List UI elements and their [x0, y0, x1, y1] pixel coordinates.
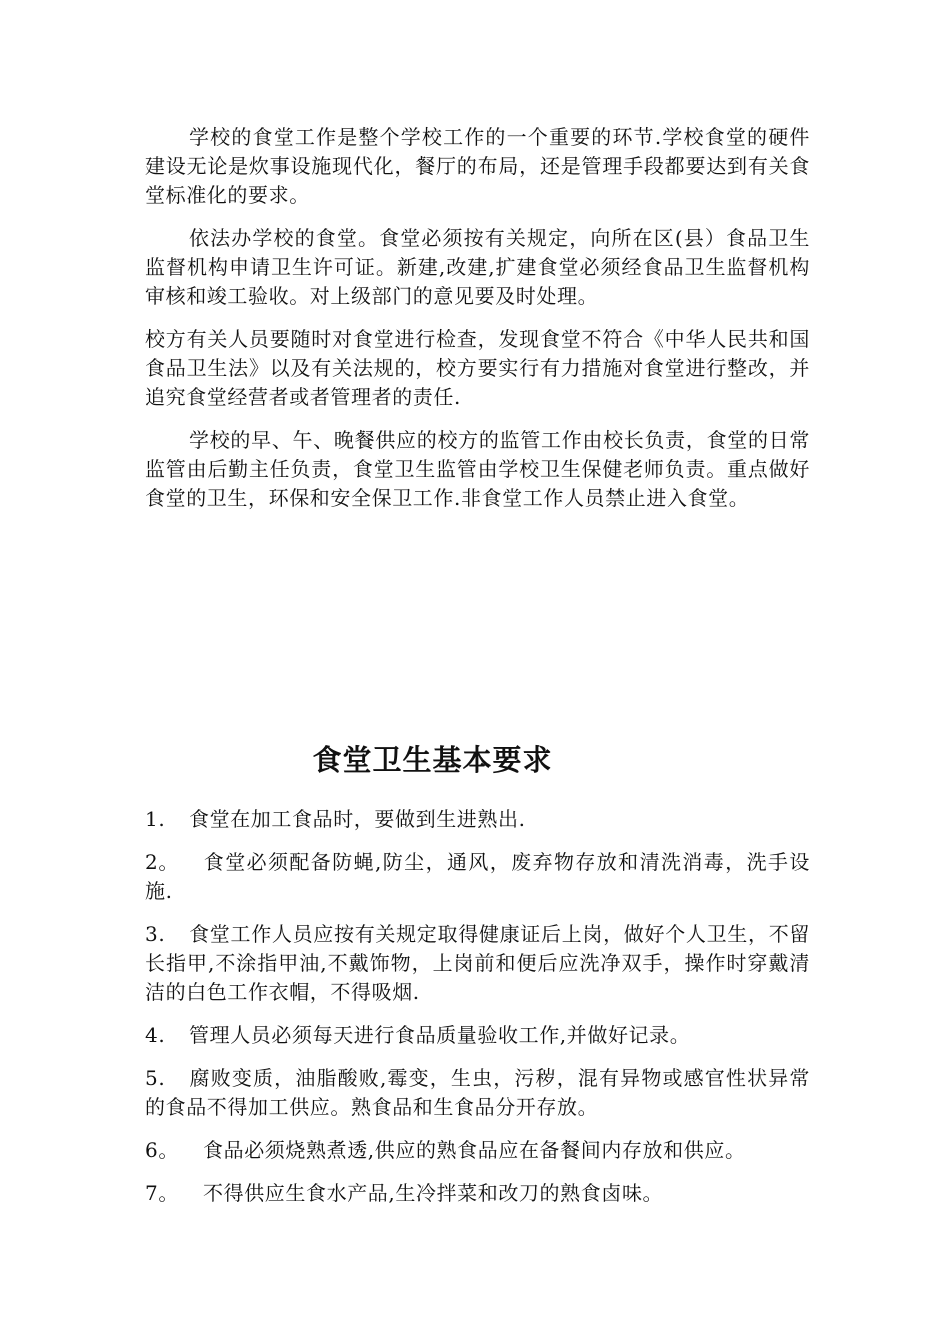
rule-text: 管理人员必须每天进行食品质量验收工作,并做好记录。: [189, 1023, 691, 1047]
rule-item-1: [145, 805, 810, 834]
rule-number: 2。: [145, 850, 179, 874]
intro-paragraph-1: 学校的食堂工作是整个学校工作的一个重要的环节.学校食堂的硬件建设无论是炊事设施现代化，餐厅的布局，还是管理手段都要达到有关食堂标准化的要求。: [145, 125, 810, 207]
rule-item-6: [145, 1136, 810, 1165]
rules-list: [145, 805, 810, 1222]
rule-number: 3.: [145, 922, 166, 946]
intro-paragraph-3: 校方有关人员要随时对食堂进行检查，发现食堂不符合《中华人民共和国食品卫生法》以及有关法规的，校方要实行有力措施对食堂进行整改，并追究食堂经营者或者管理者的责任.: [145, 327, 810, 409]
section-title: 食堂卫生基本要求: [312, 743, 553, 777]
intro-section: [145, 123, 810, 527]
rule-item-4: [145, 1021, 810, 1050]
rule-text: 食堂必须配备防蝇,防尘，通风，废弃物存放和清洗消毒，洗手设施.: [145, 850, 810, 903]
rule-text: 食品必须烧熟煮透,供应的熟食品应在备餐间内存放和供应。: [203, 1138, 746, 1162]
rule-text: 食堂工作人员应按有关规定取得健康证后上岗，做好个人卫生，不留长指甲,不涂指甲油,不戴饰物，上岗前和便后应洗净双手，操作时穿戴清洁的白色工作衣帽，不得吸烟.: [145, 922, 810, 1004]
rule-item-2: [145, 848, 810, 906]
rule-number: 5.: [145, 1066, 166, 1090]
rule-number: 4.: [145, 1023, 166, 1047]
rule-text: 不得供应生食水产品,生冷拌菜和改刀的熟食卤味。: [203, 1181, 664, 1205]
rule-number: 6。: [145, 1138, 179, 1162]
rule-text: 食堂在加工食品时，要做到生进熟出.: [189, 807, 526, 831]
intro-paragraph-4: 学校的早、午、晚餐供应的校方的监管工作由校长负责，食堂的日常监管由后勤主任负责，食堂卫生监管由学校卫生保健老师负责。重点做好食堂的卫生，环保和安全保卫工作.非食堂工作人员禁止进入食堂。: [145, 428, 810, 510]
rule-text: 腐败变质，油脂酸败,霉变，生虫，污秽，混有异物或感官性状异常的食品不得加工供应。熟食品和生食品分开存放。: [145, 1066, 810, 1119]
rule-number: 1.: [145, 807, 166, 831]
rule-item-5: [145, 1064, 810, 1122]
rule-number: 7。: [145, 1181, 179, 1205]
rule-item-7: [145, 1179, 810, 1208]
rule-item-3: [145, 920, 810, 1007]
intro-paragraph-2: 依法办学校的食堂。食堂必须按有关规定，向所在区(县）食品卫生监督机构申请卫生许可证。新建,改建,扩建食堂必须经食品卫生监督机构审核和竣工验收。对上级部门的意见要及时处理。: [145, 226, 810, 308]
